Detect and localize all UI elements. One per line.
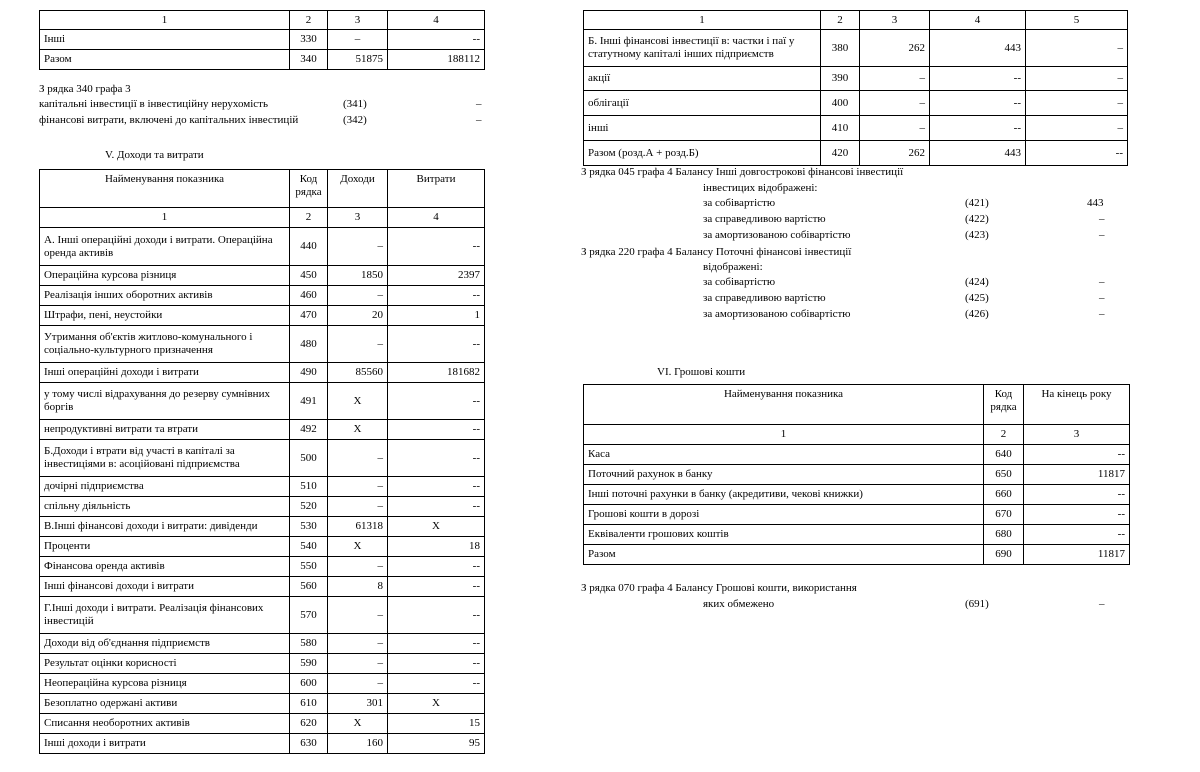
- row-label: Г.Інші доходи і витрати. Реалізація фінансових інвестицій: [40, 597, 290, 634]
- row-code: 690: [984, 545, 1024, 565]
- row-label: Проценти: [40, 537, 290, 557]
- row-value: --: [388, 497, 485, 517]
- row-value: –: [328, 654, 388, 674]
- row-code: 420: [821, 141, 860, 166]
- row-value: 262: [860, 30, 930, 67]
- row-value: –: [328, 634, 388, 654]
- row-value: –: [328, 30, 388, 50]
- row-code: 550: [290, 557, 328, 577]
- column-number: 3: [1024, 425, 1130, 445]
- row-value: --: [388, 326, 485, 363]
- table-row: [584, 485, 1130, 505]
- row-code: 460: [290, 286, 328, 306]
- table-row: [40, 286, 485, 306]
- row-label: Еквіваленти грошових коштів: [584, 525, 984, 545]
- row-label: дочірні підприємства: [40, 477, 290, 497]
- note-070-title: З рядка 070 графа 4 Балансу Грошові кошти, використання: [581, 582, 857, 594]
- note-423-value: –: [1099, 229, 1105, 241]
- row-label: Списання необоротних активів: [40, 714, 290, 734]
- note-426-value: –: [1099, 308, 1105, 320]
- header-cell: Витрати: [388, 170, 485, 208]
- row-label: Поточний рахунок в банку: [584, 465, 984, 485]
- row-value: --: [388, 420, 485, 440]
- table-header-row: [40, 170, 485, 208]
- note-423-label: за амортизованою собівартістю: [703, 229, 851, 241]
- column-number: 3: [328, 208, 388, 228]
- row-code: 380: [821, 30, 860, 67]
- table-row: [584, 91, 1128, 116]
- row-value: –: [328, 477, 388, 497]
- row-label: Реалізація інших оборотних активів: [40, 286, 290, 306]
- table-row: [40, 597, 485, 634]
- note-342-code: (342): [343, 114, 367, 126]
- row-value: –: [328, 326, 388, 363]
- row-label: облігації: [584, 91, 821, 116]
- table-row: [584, 116, 1128, 141]
- table-row: [40, 30, 485, 50]
- row-label: Неопераційна курсова різниця: [40, 674, 290, 694]
- note-426-code: (426): [965, 308, 989, 320]
- row-code: 491: [290, 383, 328, 420]
- row-value: --: [388, 634, 485, 654]
- table-row: [40, 363, 485, 383]
- row-label: спільну діяльність: [40, 497, 290, 517]
- note-425-code: (425): [965, 292, 989, 304]
- header-cell: 2: [821, 11, 860, 30]
- row-value: --: [388, 557, 485, 577]
- row-value: 262: [860, 141, 930, 166]
- column-number: 1: [584, 425, 984, 445]
- header-cell: 4: [388, 11, 485, 30]
- note-421-code: (421): [965, 197, 989, 209]
- row-code: 400: [821, 91, 860, 116]
- income-expenses-table: [39, 169, 485, 754]
- row-value: --: [388, 383, 485, 420]
- table-row: [40, 537, 485, 557]
- row-value: 11817: [1024, 465, 1130, 485]
- row-code: 640: [984, 445, 1024, 465]
- row-value: 443: [930, 141, 1026, 166]
- row-code: 450: [290, 266, 328, 286]
- row-label: Каса: [584, 445, 984, 465]
- note-220-title: З рядка 220 графа 4 Балансу Поточні фінансові інвестиції: [581, 246, 852, 258]
- header-cell: 2: [290, 11, 328, 30]
- table-row: [40, 477, 485, 497]
- note-045-title: З рядка 045 графа 4 Балансу Інші довгострокові фінансові інвестиції: [581, 166, 904, 178]
- row-value: –: [860, 116, 930, 141]
- row-value: –: [328, 497, 388, 517]
- row-code: 570: [290, 597, 328, 634]
- row-value: –: [860, 67, 930, 91]
- note-426-label: за амортизованою собівартістю: [703, 308, 851, 320]
- note-424-code: (424): [965, 276, 989, 288]
- row-value: 181682: [388, 363, 485, 383]
- table-row: [40, 634, 485, 654]
- row-value: –: [1026, 67, 1128, 91]
- header-cell: 4: [930, 11, 1026, 30]
- table-row: [584, 141, 1128, 166]
- table-row: [40, 497, 485, 517]
- row-value: 443: [930, 30, 1026, 67]
- row-code: 670: [984, 505, 1024, 525]
- row-label: Утримання об'єктів житлово-комунального і соціально-культурного призначення: [40, 326, 290, 363]
- table-row: [584, 505, 1130, 525]
- note-691-code: (691): [965, 598, 989, 610]
- section-6-title: VI. Грошові кошти: [657, 366, 746, 378]
- row-value: --: [1024, 525, 1130, 545]
- row-value: –: [328, 557, 388, 577]
- table-header-row: [40, 11, 485, 30]
- table-row: [40, 440, 485, 477]
- row-code: 620: [290, 714, 328, 734]
- header-cell: 3: [328, 11, 388, 30]
- row-value: X: [328, 537, 388, 557]
- section-5-title: V. Доходи та витрати: [105, 149, 204, 161]
- row-value: --: [388, 597, 485, 634]
- row-label: Доходи від об'єднання підприємств: [40, 634, 290, 654]
- row-value: 1: [388, 306, 485, 326]
- table-row: [40, 714, 485, 734]
- row-code: 390: [821, 67, 860, 91]
- table-header-row: [584, 11, 1128, 30]
- row-label: у тому числі відрахування до резерву сумнівних боргів: [40, 383, 290, 420]
- note-341-value: –: [476, 98, 482, 110]
- row-value: 95: [388, 734, 485, 754]
- table-header-row: [584, 385, 1130, 425]
- row-label: непродуктивні витрати та втрати: [40, 420, 290, 440]
- table-row: [40, 557, 485, 577]
- financial-investments-table: [583, 10, 1128, 166]
- row-value: 2397: [388, 266, 485, 286]
- table-row: [584, 465, 1130, 485]
- row-code: 630: [290, 734, 328, 754]
- header-cell: Код рядка: [290, 170, 328, 208]
- note-422-value: –: [1099, 213, 1105, 225]
- note-424-value: –: [1099, 276, 1105, 288]
- row-code: 330: [290, 30, 328, 50]
- row-code: 520: [290, 497, 328, 517]
- row-code: 500: [290, 440, 328, 477]
- row-value: 188112: [388, 50, 485, 70]
- row-value: 8: [328, 577, 388, 597]
- row-label: Разом: [584, 545, 984, 565]
- table-row: [584, 67, 1128, 91]
- row-code: 490: [290, 363, 328, 383]
- header-cell: Найменування показника: [40, 170, 290, 208]
- row-value: –: [328, 228, 388, 266]
- table-row: [40, 420, 485, 440]
- row-value: 160: [328, 734, 388, 754]
- row-value: 85560: [328, 363, 388, 383]
- row-value: --: [388, 654, 485, 674]
- table-row: [40, 306, 485, 326]
- row-value: --: [1024, 505, 1130, 525]
- row-code: 340: [290, 50, 328, 70]
- row-value: --: [388, 674, 485, 694]
- row-value: 51875: [328, 50, 388, 70]
- row-label: Результат оцінки корисності: [40, 654, 290, 674]
- row-value: –: [328, 286, 388, 306]
- row-code: 610: [290, 694, 328, 714]
- row-code: 560: [290, 577, 328, 597]
- row-value: --: [1024, 485, 1130, 505]
- table-row: [584, 30, 1128, 67]
- column-number: 1: [40, 208, 290, 228]
- note-422-code: (422): [965, 213, 989, 225]
- row-label: Штрафи, пені, неустойки: [40, 306, 290, 326]
- table-number-row: [40, 208, 485, 228]
- row-code: 680: [984, 525, 1024, 545]
- table-row: [40, 694, 485, 714]
- note-045-subtitle: інвестицих відображені:: [703, 182, 818, 194]
- row-value: --: [388, 228, 485, 266]
- column-number: 4: [388, 208, 485, 228]
- table-row: [40, 674, 485, 694]
- row-value: –: [328, 440, 388, 477]
- note-341-code: (341): [343, 98, 367, 110]
- row-value: --: [388, 477, 485, 497]
- header-cell: 5: [1026, 11, 1128, 30]
- table-row: [584, 545, 1130, 565]
- row-value: --: [388, 30, 485, 50]
- note-070-subtitle: яких обмежено: [703, 598, 775, 610]
- table-row: [40, 654, 485, 674]
- note-342-value: –: [476, 114, 482, 126]
- note-425-label: за справедливою вартістю: [703, 292, 826, 304]
- row-value: 301: [328, 694, 388, 714]
- row-value: 18: [388, 537, 485, 557]
- row-value: --: [1024, 445, 1130, 465]
- column-number: 2: [290, 208, 328, 228]
- header-cell: На кінець року: [1024, 385, 1130, 425]
- row-code: 590: [290, 654, 328, 674]
- row-value: 11817: [1024, 545, 1130, 565]
- row-value: –: [860, 91, 930, 116]
- table-row: [40, 734, 485, 754]
- row-code: 580: [290, 634, 328, 654]
- table-row: [40, 50, 485, 70]
- note-423-code: (423): [965, 229, 989, 241]
- note-421-value: 443: [1087, 197, 1104, 209]
- row-label: Разом (розд.А + розд.Б): [584, 141, 821, 166]
- note-422-label: за справедливою вартістю: [703, 213, 826, 225]
- capital-investments-table: [39, 10, 485, 70]
- row-label: Інші доходи і витрати: [40, 734, 290, 754]
- row-code: 600: [290, 674, 328, 694]
- note-342-label: фінансові витрати, включені до капітальних інвестицій: [39, 114, 299, 126]
- row-label: А. Інші операційні доходи і витрати. Операційна оренда активів: [40, 228, 290, 266]
- note-340-title: З рядка 340 графа 3: [39, 83, 131, 95]
- table-row: [40, 383, 485, 420]
- cash-table: [583, 384, 1130, 565]
- row-code: 492: [290, 420, 328, 440]
- table-row: [584, 525, 1130, 545]
- row-code: 510: [290, 477, 328, 497]
- row-value: --: [388, 286, 485, 306]
- row-value: –: [1026, 30, 1128, 67]
- row-value: –: [328, 674, 388, 694]
- row-value: –: [328, 597, 388, 634]
- row-value: X: [328, 383, 388, 420]
- row-value: X: [388, 517, 485, 537]
- row-code: 440: [290, 228, 328, 266]
- row-value: --: [930, 67, 1026, 91]
- row-label: Інші операційні доходи і витрати: [40, 363, 290, 383]
- row-label: Б.Доходи і втрати від участі в капіталі за інвестиціями в: асоційовані підприємства: [40, 440, 290, 477]
- row-code: 540: [290, 537, 328, 557]
- row-code: 530: [290, 517, 328, 537]
- header-cell: Найменування показника: [584, 385, 984, 425]
- row-value: --: [930, 116, 1026, 141]
- header-cell: Доходи: [328, 170, 388, 208]
- table-row: [40, 266, 485, 286]
- note-691-value: –: [1099, 598, 1105, 610]
- row-label: Інші фінансові доходи і витрати: [40, 577, 290, 597]
- row-label: Фінансова оренда активів: [40, 557, 290, 577]
- table-row: [40, 326, 485, 363]
- row-value: --: [388, 577, 485, 597]
- note-424-label: за собівартістю: [703, 276, 776, 288]
- table-number-row: [584, 425, 1130, 445]
- table-row: [40, 517, 485, 537]
- row-value: –: [1026, 116, 1128, 141]
- header-cell: 1: [584, 11, 821, 30]
- header-cell: Код рядка: [984, 385, 1024, 425]
- row-code: 410: [821, 116, 860, 141]
- row-value: 15: [388, 714, 485, 734]
- row-code: 650: [984, 465, 1024, 485]
- note-220-subtitle: відображені:: [703, 261, 763, 273]
- row-label: Інші поточні рахунки в банку (акредитиви, чекові книжки): [584, 485, 984, 505]
- table-row: [40, 577, 485, 597]
- row-label: В.Інші фінансові доходи і витрати: дивіденди: [40, 517, 290, 537]
- header-cell: 1: [40, 11, 290, 30]
- row-code: 660: [984, 485, 1024, 505]
- row-value: --: [1026, 141, 1128, 166]
- row-value: X: [328, 420, 388, 440]
- row-label: Безоплатно одержані активи: [40, 694, 290, 714]
- row-value: 61318: [328, 517, 388, 537]
- row-label: інші: [584, 116, 821, 141]
- header-cell: 3: [860, 11, 930, 30]
- row-code: 480: [290, 326, 328, 363]
- row-value: –: [1026, 91, 1128, 116]
- row-value: --: [388, 440, 485, 477]
- column-number: 2: [984, 425, 1024, 445]
- row-label: Операційна курсова різниця: [40, 266, 290, 286]
- note-341-label: капітальні інвестиції в інвестиційну нерухомість: [39, 98, 268, 110]
- row-label: Інші: [40, 30, 290, 50]
- note-425-value: –: [1099, 292, 1105, 304]
- row-label: Б. Інші фінансові інвестиції в: частки і паї у статутному капіталі інших підприємств: [584, 30, 821, 67]
- table-row: [584, 445, 1130, 465]
- row-value: 1850: [328, 266, 388, 286]
- note-421-label: за собівартістю: [703, 197, 776, 209]
- row-value: X: [388, 694, 485, 714]
- row-label: Разом: [40, 50, 290, 70]
- row-label: Грошові кошти в дорозі: [584, 505, 984, 525]
- row-value: 20: [328, 306, 388, 326]
- row-code: 470: [290, 306, 328, 326]
- row-label: акції: [584, 67, 821, 91]
- row-value: --: [930, 91, 1026, 116]
- table-row: [40, 228, 485, 266]
- row-value: X: [328, 714, 388, 734]
